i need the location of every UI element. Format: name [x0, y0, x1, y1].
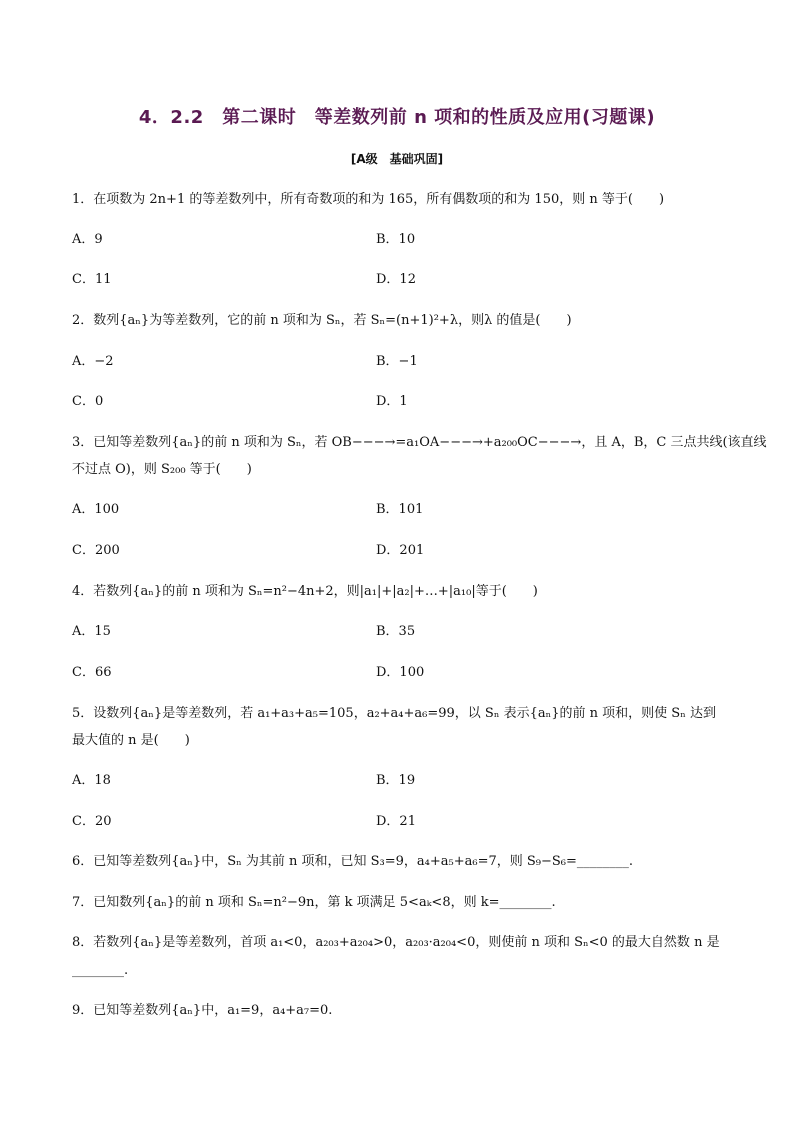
section-heading: [A级 基础巩固]: [350, 152, 444, 166]
question-4-option-a: A．15: [72, 624, 111, 639]
question-1-option-c: C．11: [72, 272, 112, 287]
question-5-text-line1: 5．设数列{aₙ}是等差数列，若 a₁+a₃+a₅=105，a₂+a₄+a₆=99，以 Sₙ 表示{aₙ}的前 n 项和，则使 Sₙ 达到: [72, 706, 716, 721]
question-3-option-c: C．200: [72, 543, 120, 558]
question-2-option-a: A．−2: [72, 354, 114, 369]
question-3-option-a: A．100: [72, 502, 120, 517]
question-1-option-d: D．12: [376, 272, 416, 287]
question-5-option-c: C．20: [72, 814, 112, 829]
question-4-text: 4．若数列{aₙ}的前 n 项和为 Sₙ=n²−4n+2，则|a₁|+|a₂|+…+|a₁₀|等于( ): [72, 584, 538, 599]
question-5-text-line2: 最大值的 n 是( ): [72, 733, 190, 748]
page-title: 4．2.2 第二课时 等差数列前 n 项和的性质及应用(习题课): [138, 107, 656, 128]
question-5-option-d: D．21: [376, 814, 416, 829]
question-2-option-c: C．0: [72, 394, 104, 409]
question-3-text-line2: 不过点 O)，则 S₂₀₀ 等于( ): [72, 462, 252, 477]
question-3-text-line1: 3．已知等差数列{aₙ}的前 n 项和为 Sₙ，若 OB−−−→=a₁OA−−−→+a₂₀₀OC−−−→，且 A，B，C 三点共线(该直线: [72, 435, 767, 450]
question-4-option-d: D．100: [376, 665, 425, 680]
question-2-option-b: B．−1: [376, 354, 418, 369]
question-4-option-c: C．66: [72, 665, 112, 680]
question-2-text: 2．数列{aₙ}为等差数列，它的前 n 项和为 Sₙ，若 Sₙ=(n+1)²+λ，则λ 的值是( ): [72, 313, 572, 328]
question-4-option-b: B．35: [376, 624, 416, 639]
question-5-option-b: B．19: [376, 773, 416, 788]
question-6-text: 6．已知等差数列{aₙ}中，Sₙ 为其前 n 项和，已知 S₃=9，a₄+a₅+a₆=7，则 S₉−S₆=________.: [72, 854, 634, 869]
question-1-option-b: B．10: [376, 232, 416, 247]
question-5-option-a: A．18: [72, 773, 111, 788]
question-3-option-d: D．201: [376, 543, 425, 558]
question-1-option-a: A．9: [72, 232, 103, 247]
question-1-text: 1．在项数为 2n+1 的等差数列中，所有奇数项的和为 165，所有偶数项的和为 150，则 n 等于( ): [72, 192, 665, 207]
question-9-text: 9．已知等差数列{aₙ}中，a₁=9，a₄+a₇=0.: [72, 1003, 333, 1018]
question-8-text-line1: 8．若数列{aₙ}是等差数列，首项 a₁<0，a₂₀₃+a₂₀₄>0，a₂₀₃·a₂₀₄<0，则使前 n 项和 Sₙ<0 的最大自然数 n 是: [72, 935, 720, 950]
question-7-text: 7．已知数列{aₙ}的前 n 项和 Sₙ=n²−9n，第 k 项满足 5<aₖ<8，则 k=________.: [72, 895, 556, 910]
question-2-option-d: D．1: [376, 394, 408, 409]
question-8-text-line2: ________.: [72, 963, 129, 978]
question-3-option-b: B．101: [376, 502, 424, 517]
